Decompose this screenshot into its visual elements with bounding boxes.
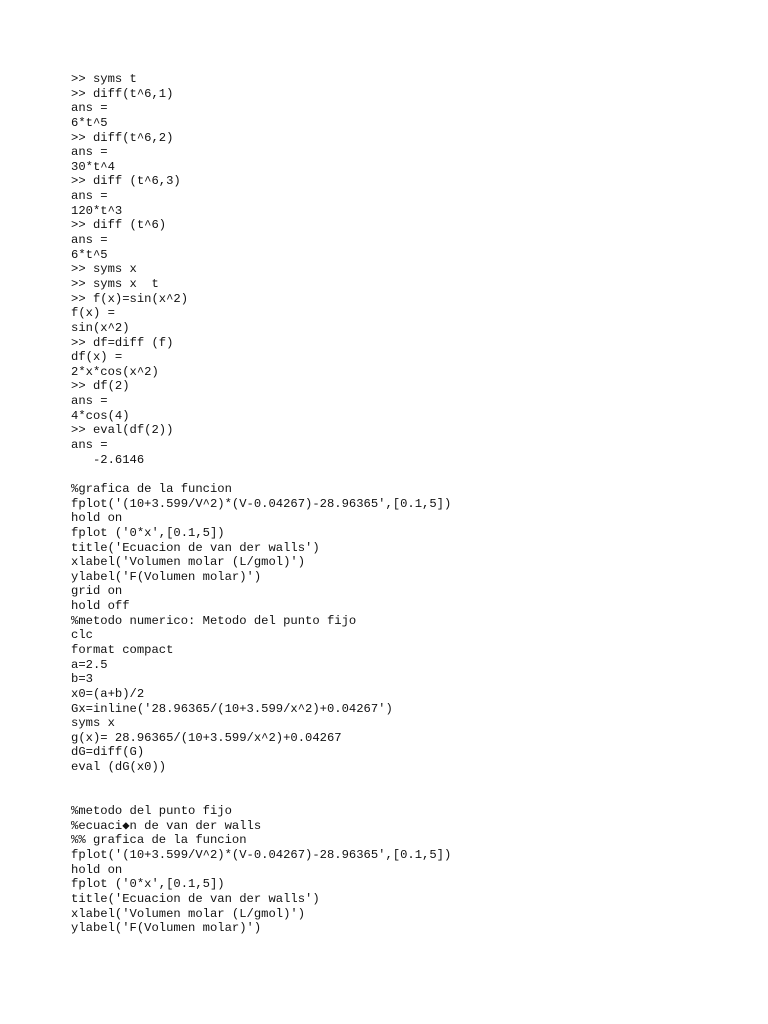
code-line: hold on xyxy=(71,511,123,526)
code-line: %grafica de la funcion xyxy=(71,481,232,496)
code-line: 2*x*cos(x^2) xyxy=(71,364,159,379)
code-line: >> syms x t xyxy=(71,276,159,291)
code-line: >> diff(t^6,1) xyxy=(71,86,174,101)
code-line: ans = xyxy=(71,438,108,453)
code-line: 6*t^5 xyxy=(71,115,108,130)
code-line: x0=(a+b)/2 xyxy=(71,686,145,701)
code-line: ylabel('F(Volumen molar)') xyxy=(71,921,262,936)
code-line: >> df=diff (f) xyxy=(71,335,174,350)
code-line: ans = xyxy=(71,233,108,248)
code-line: ans = xyxy=(71,394,108,409)
code-line: >> diff (t^6) xyxy=(71,218,167,233)
code-line: >> syms x xyxy=(71,262,137,277)
code-line: a=2.5 xyxy=(71,657,108,672)
code-line: fplot ('0*x',[0.1,5]) xyxy=(71,877,225,892)
code-line: hold off xyxy=(71,599,130,614)
code-line: ans = xyxy=(71,145,108,160)
code-line: title('Ecuacion de van der walls') xyxy=(71,891,320,906)
code-line: >> eval(df(2)) xyxy=(71,423,174,438)
code-line: syms x xyxy=(71,716,115,731)
code-line: hold on xyxy=(71,862,123,877)
code-line: xlabel('Volumen molar (L/gmol)') xyxy=(71,555,306,570)
code-line: xlabel('Volumen molar (L/gmol)') xyxy=(71,906,306,921)
code-line: 120*t^3 xyxy=(71,203,123,218)
code-line xyxy=(71,775,451,790)
code-line: format compact xyxy=(71,642,174,657)
code-line: clc xyxy=(71,628,93,643)
code-line: %% grafica de la funcion xyxy=(71,833,247,848)
code-line: b=3 xyxy=(71,672,93,687)
code-line: df(x) = xyxy=(71,350,123,365)
code-line: >> f(x)=sin(x^2) xyxy=(71,291,189,306)
code-line: f(x) = xyxy=(71,306,115,321)
code-line: dG=diff(G) xyxy=(71,745,145,760)
code-line: fplot('(10+3.599/V^2)*(V-0.04267)-28.96365',[0.1,5]) xyxy=(71,847,452,862)
code-line xyxy=(71,467,451,482)
code-line: ylabel('F(Volumen molar)') xyxy=(71,569,262,584)
code-line: 4*cos(4) xyxy=(71,408,130,423)
code-line: 30*t^4 xyxy=(71,159,115,174)
code-line: >> diff (t^6,3) xyxy=(71,174,181,189)
code-line: Gx=inline('28.96365/(10+3.599/x^2)+0.04267') xyxy=(71,701,393,716)
code-line: fplot('(10+3.599/V^2)*(V-0.04267)-28.96365',[0.1,5]) xyxy=(71,496,452,511)
code-line: >> syms t xyxy=(71,72,137,86)
code-line: ans = xyxy=(71,101,108,116)
code-line: sin(x^2) xyxy=(71,320,130,335)
code-line: grid on xyxy=(71,584,123,599)
code-line: 6*t^5 xyxy=(71,247,108,262)
code-line: %metodo del punto fijo xyxy=(71,804,232,819)
code-line: title('Ecuacion de van der walls') xyxy=(71,540,320,555)
code-line: >> df(2) xyxy=(71,379,130,394)
code-line: eval (dG(x0)) xyxy=(71,760,167,775)
code-line: g(x)= 28.96365/(10+3.599/x^2)+0.04267 xyxy=(71,730,342,745)
code-listing xyxy=(71,72,451,936)
code-line: %metodo numerico: Metodo del punto fijo xyxy=(71,613,357,628)
code-line: %ecuaci◆n de van der walls xyxy=(71,818,262,833)
code-line: -2.6146 xyxy=(71,452,145,467)
code-line xyxy=(71,789,451,804)
code-line: >> diff(t^6,2) xyxy=(71,130,174,145)
code-line: fplot ('0*x',[0.1,5]) xyxy=(71,525,225,540)
code-line: ans = xyxy=(71,189,108,204)
